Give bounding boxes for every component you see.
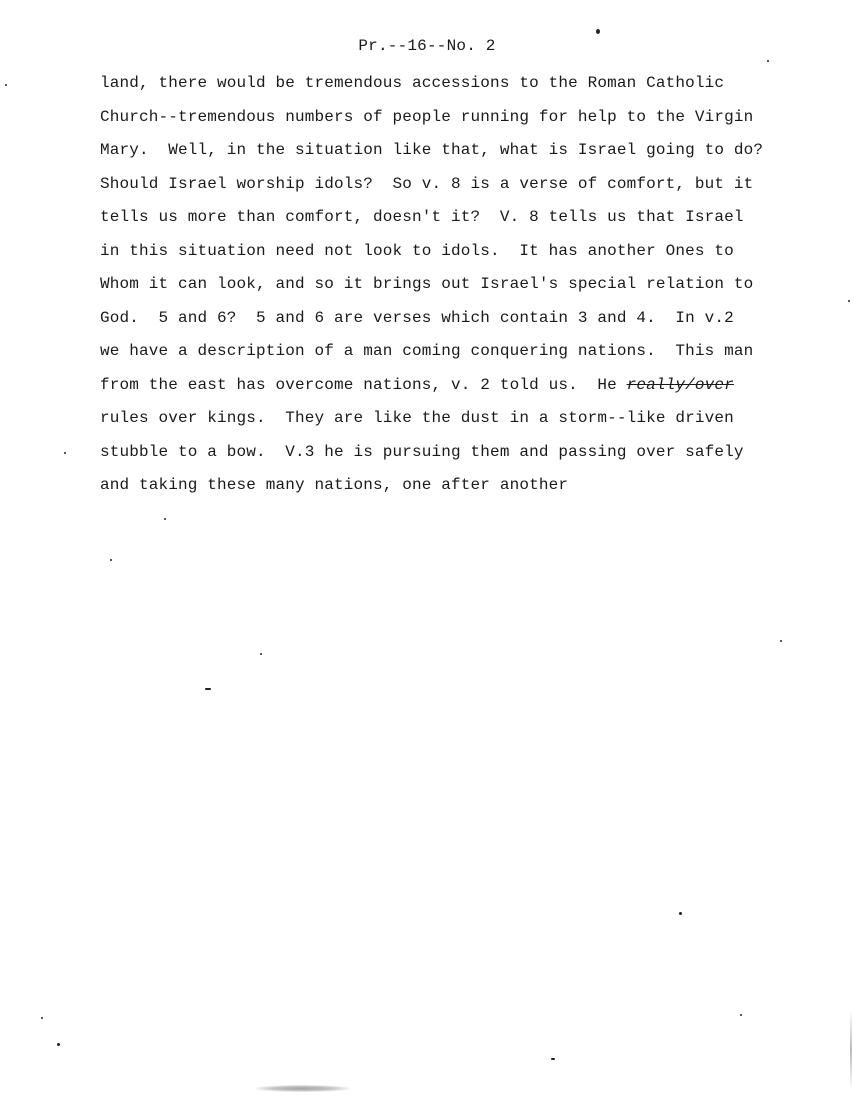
scan-speck bbox=[110, 559, 112, 561]
line-text: Mary. Well, in the situation like that, what is Israel going to do? bbox=[100, 141, 764, 159]
text-line bbox=[100, 105, 800, 139]
line-text: from the east has overcome nations, v. 2 told us. He bbox=[100, 375, 627, 394]
text-line bbox=[100, 473, 800, 507]
scan-speck bbox=[5, 84, 7, 86]
scan-speck bbox=[780, 640, 782, 642]
text-line bbox=[100, 373, 800, 407]
scan-speck bbox=[41, 1017, 43, 1019]
text-line bbox=[100, 239, 800, 273]
text-line bbox=[100, 71, 800, 105]
scan-edge-mark bbox=[850, 1010, 852, 1090]
text-line bbox=[100, 138, 800, 172]
scan-speck bbox=[596, 29, 600, 34]
line-text: Church--tremendous numbers of people running for help to the Virgin bbox=[100, 107, 754, 126]
scan-speck bbox=[740, 1014, 742, 1016]
text-line bbox=[100, 205, 800, 239]
page-header: Pr.--16--No. 2 bbox=[358, 37, 496, 55]
line-text: tells us more than comfort, doesn't it? V. 8 tells us that Israel bbox=[100, 208, 744, 226]
scan-speck bbox=[64, 452, 66, 454]
scan-speck bbox=[848, 300, 850, 302]
line-text: Whom it can look, and so it brings out Israel's special relation to bbox=[100, 275, 754, 293]
line-text: in this situation need not look to idols. It has another Ones to bbox=[100, 241, 734, 260]
text-line bbox=[100, 440, 800, 474]
text-line bbox=[100, 272, 800, 306]
scan-speck bbox=[205, 688, 211, 690]
struck-out-text: really/over bbox=[626, 375, 734, 394]
line-text: we have a description of a man coming conquering nations. This man bbox=[100, 342, 754, 360]
line-text: Should Israel worship idols? So v. 8 is a verse of comfort, but it bbox=[100, 174, 754, 193]
scan-speck bbox=[57, 1043, 60, 1046]
scan-speck bbox=[164, 518, 166, 520]
scan-speck bbox=[551, 1058, 555, 1060]
text-line bbox=[100, 306, 800, 340]
line-text: rules over kings. They are like the dust in a storm--like driven bbox=[100, 409, 734, 427]
text-line bbox=[100, 406, 800, 440]
line-text: stubble to a bow. V.3 he is pursuing them and passing over safely bbox=[100, 442, 744, 461]
text-line bbox=[100, 339, 800, 373]
line-text: God. 5 and 6? 5 and 6 are verses which contain 3 and 4. In v.2 bbox=[100, 308, 734, 327]
scan-smudge bbox=[255, 1085, 350, 1092]
body-text bbox=[100, 71, 800, 507]
scan-speck bbox=[679, 912, 682, 915]
line-text: land, there would be tremendous accessions to the Roman Catholic bbox=[100, 74, 725, 92]
text-line bbox=[100, 172, 800, 206]
scan-speck bbox=[767, 60, 769, 62]
scan-speck bbox=[260, 653, 262, 655]
line-text: and taking these many nations, one after another bbox=[100, 476, 569, 494]
